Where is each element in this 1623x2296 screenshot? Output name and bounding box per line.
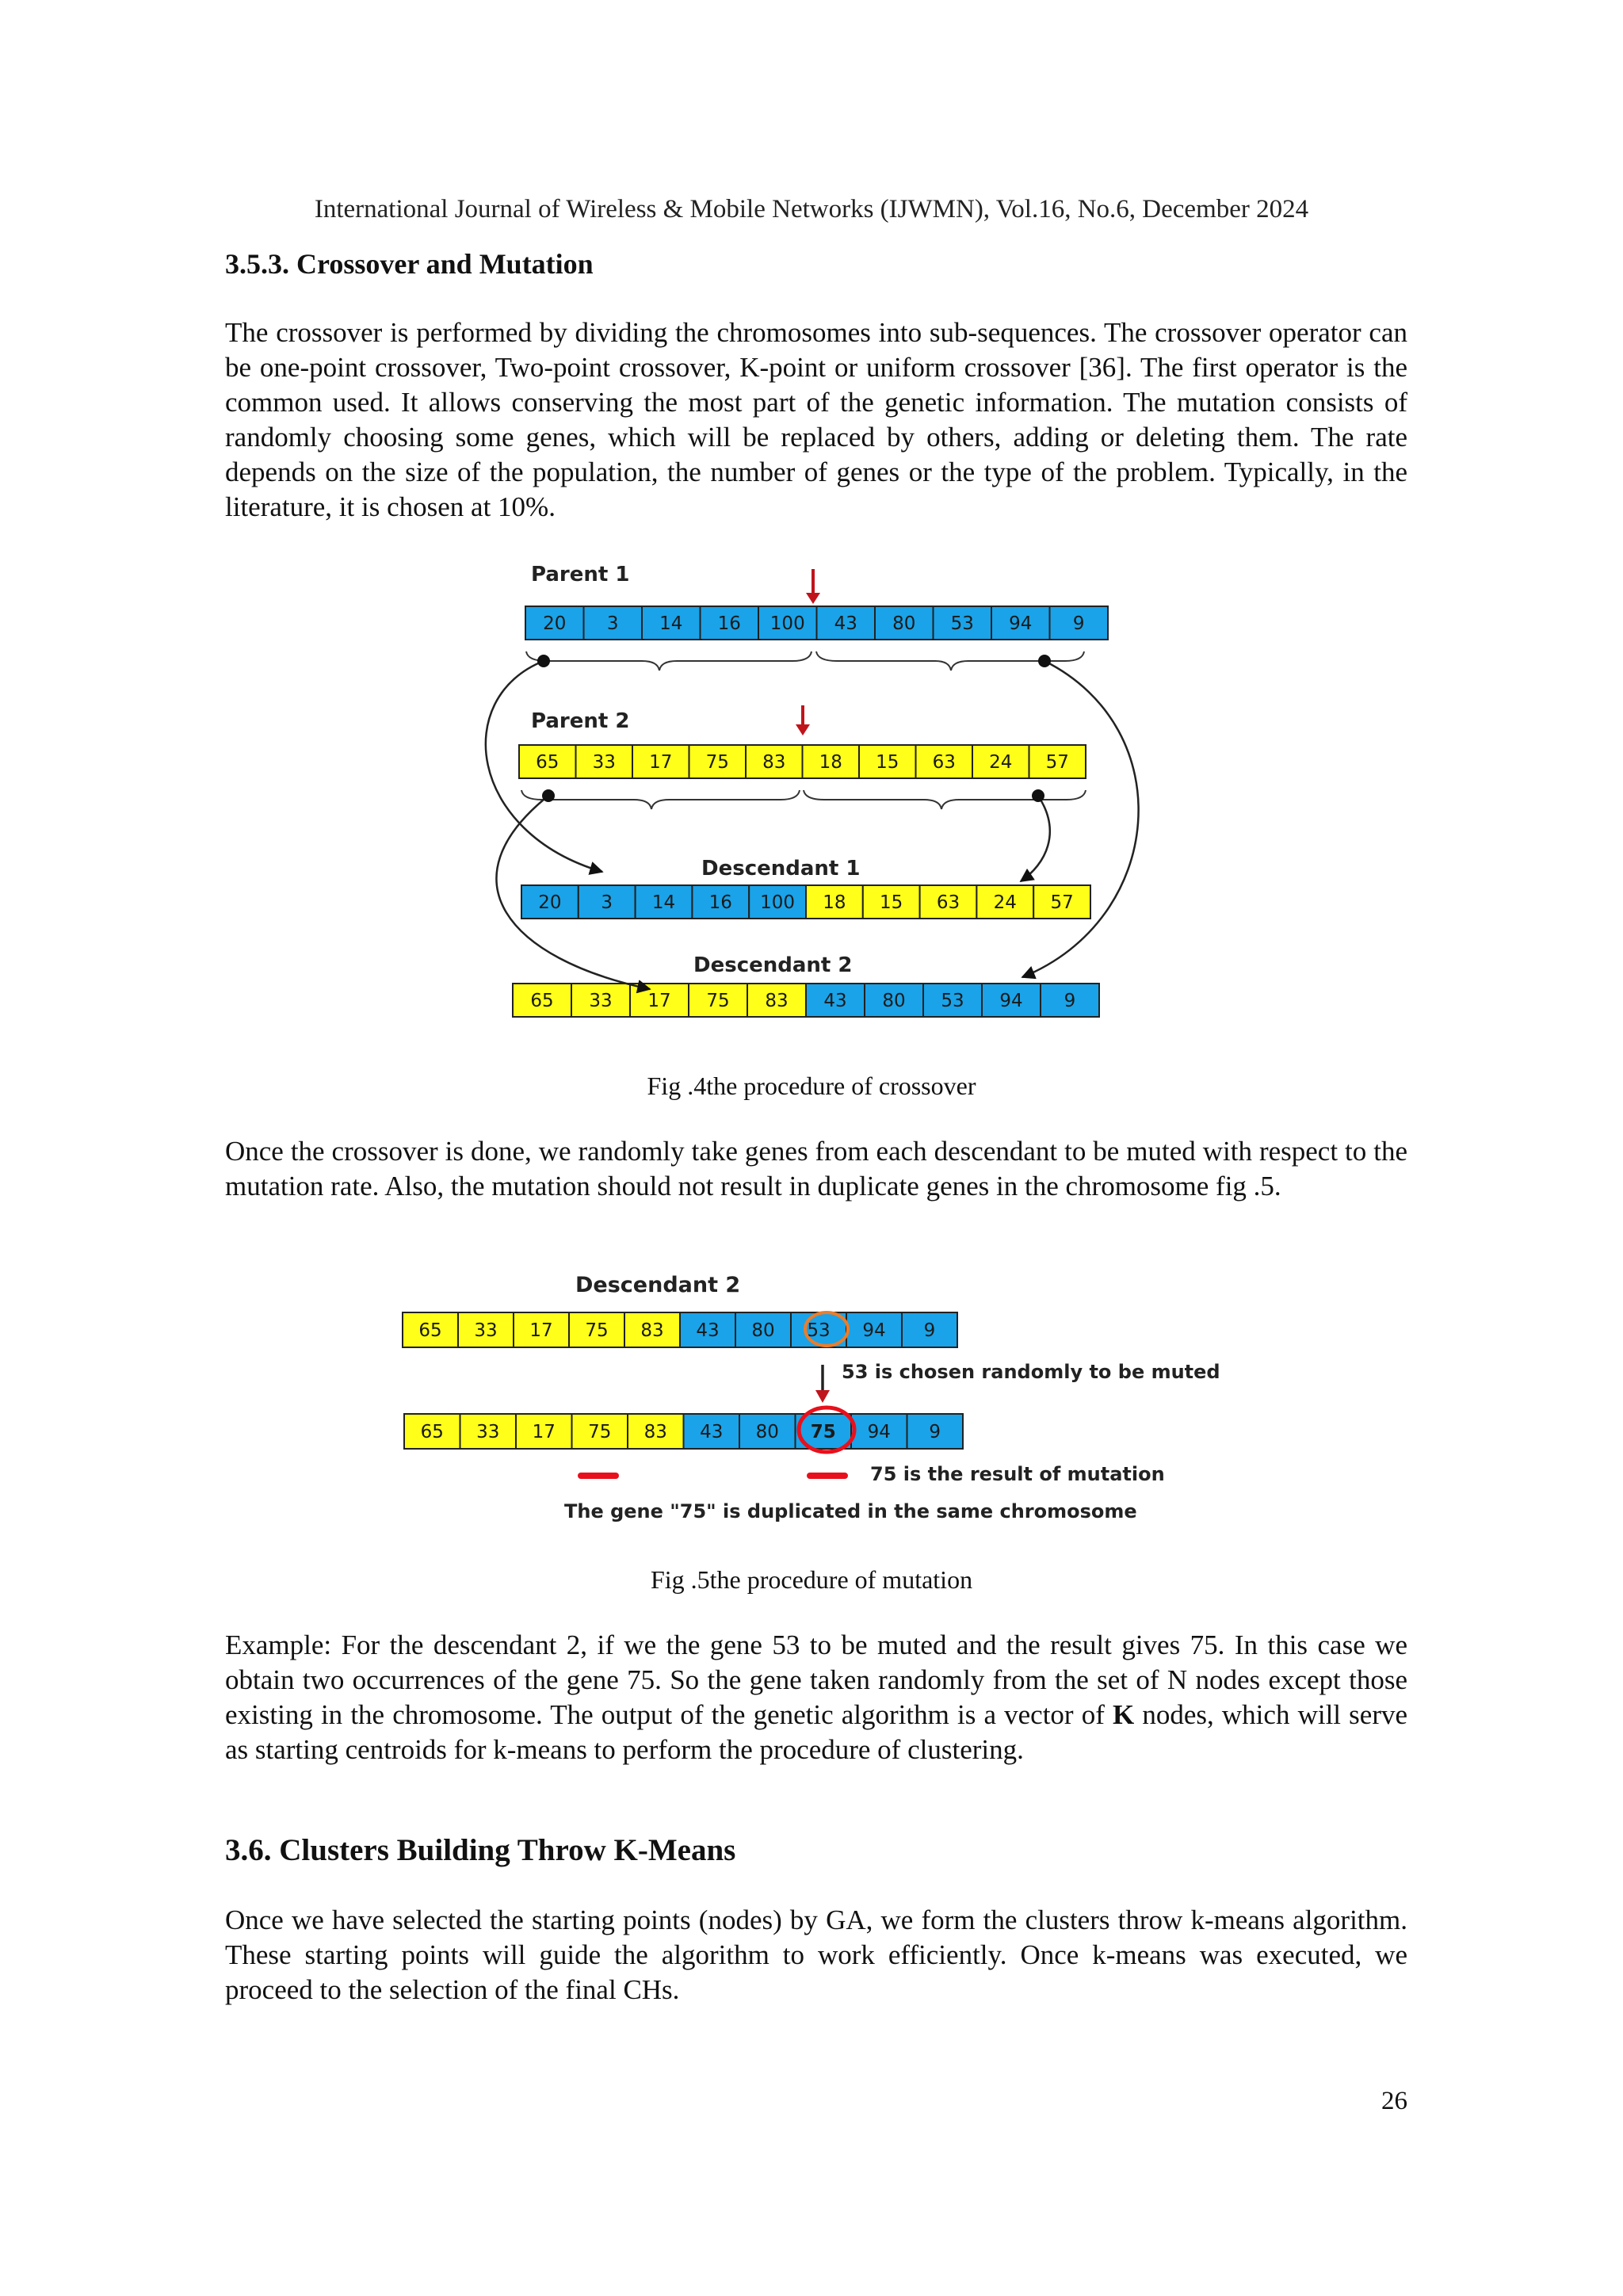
gene-value: 24 (989, 752, 1013, 773)
paragraph-text: Once we have selected the starting points (nodes) by GA, we form the clusters throw k-means algorithm. These starting points will guide the algorithm to work efficiently. Once k-means was executed, we proceed to the selection of the final CHs. (225, 1904, 1407, 2005)
gene-value: 63 (932, 752, 956, 773)
gene-value: 94 (999, 991, 1023, 1011)
paragraph-mutation-intro (225, 1134, 1407, 1204)
gene-value: 43 (834, 613, 857, 634)
gene-value: 63 (936, 892, 960, 913)
cut-point-arrow-2 (796, 705, 810, 735)
gene-value: 18 (823, 892, 846, 913)
gene-value: 17 (647, 991, 671, 1011)
gene-value: 43 (700, 1422, 724, 1442)
gene-value: 9 (1072, 613, 1085, 634)
parent1-label: Parent 1 (531, 563, 630, 586)
crossover-figure (0, 0, 1623, 1062)
gene-value: 53 (950, 613, 974, 634)
figure5-caption: Fig .5the procedure of mutation (650, 1565, 973, 1594)
parent2-chromosome (519, 745, 1086, 778)
gene-value: 14 (659, 613, 683, 634)
gene-value: 3 (601, 892, 613, 913)
gene-value: 83 (765, 991, 789, 1011)
gene-value: 17 (649, 752, 673, 773)
page-number: 26 (1381, 2087, 1407, 2115)
gene-value: 33 (476, 1422, 500, 1442)
paragraph-text (225, 1628, 1407, 1767)
arrow-p1-tail-to-desc2 (1022, 661, 1139, 977)
gene-value: 65 (530, 991, 554, 1011)
gene-value: 43 (823, 991, 847, 1011)
gene-value: 33 (474, 1320, 498, 1341)
gene-value: 65 (536, 752, 559, 773)
paragraph-text: Once the crossover is done, we randomly take genes from each descendant to be muted with respect to the mutation rate. Also, the mutation should not result in duplicate genes in the chromosome fig .5. (225, 1136, 1407, 1201)
gene-value: 83 (762, 752, 786, 773)
figure4-caption: Fig .4the procedure of crossover (647, 1072, 976, 1100)
gene-value: 15 (876, 752, 899, 773)
gene-value: 75 (588, 1422, 612, 1442)
gene-value: 9 (929, 1422, 941, 1442)
gene-value: 53 (807, 1320, 831, 1341)
parent2-label: Parent 2 (531, 709, 630, 733)
gene-value: 94 (862, 1320, 886, 1341)
duplicate-underline-2 (807, 1473, 848, 1479)
gene-value: 15 (880, 892, 903, 913)
descendant2-chromosome (513, 984, 1099, 1017)
section-heading-3-6: 3.6. Clusters Building Throw K-Means (225, 1833, 736, 1867)
gene-value: 75 (810, 1422, 836, 1442)
gene-value: 75 (706, 991, 730, 1011)
gene-value: 80 (755, 1422, 779, 1442)
gene-value: 18 (819, 752, 842, 773)
section-heading-3-5-3: 3.5.3. Crossover and Mutation (225, 248, 594, 280)
descendant1-label: Descendant 1 (701, 857, 861, 881)
chromosome-before-mutation (403, 1312, 957, 1347)
gene-value: 100 (769, 613, 805, 634)
gene-value: 94 (867, 1422, 891, 1442)
gene-value: 33 (589, 991, 613, 1011)
note-chosen-gene: 53 is chosen randomly to be muted (842, 1361, 1220, 1383)
paragraph-text-start: Example: For the descendant 2, if we the gene 53 to be muted and the result gives 75. In this case we obtain two occurrences of the gene 75. So the gene taken randomly from the set of N nodes except those existing in the chromosome. The output of the genetic algorithm is a vector of (225, 1629, 1407, 1730)
gene-value: 94 (1009, 613, 1033, 634)
gene-value: 9 (923, 1320, 936, 1341)
gene-value: 57 (1045, 752, 1069, 773)
gene-value: 80 (892, 613, 916, 634)
gene-value: 75 (585, 1320, 609, 1341)
descendant2-label: Descendant 2 (693, 953, 853, 977)
descendant1-chromosome (521, 885, 1090, 919)
gene-value: 57 (1050, 892, 1074, 913)
gene-value: 83 (640, 1320, 664, 1341)
running-header: International Journal of Wireless & Mobile Networks (IJWMN), Vol.16, No.6, December 2024 (314, 195, 1309, 223)
gene-value: 53 (941, 991, 964, 1011)
gene-value: 83 (643, 1422, 667, 1442)
note-duplicate-gene: The gene "75" is duplicated in the same chromosome (564, 1500, 1137, 1522)
gene-value: 16 (708, 892, 732, 913)
mutation-figure (0, 1260, 1623, 1530)
gene-value: 100 (760, 892, 796, 913)
gene-value: 17 (532, 1422, 556, 1442)
gene-value: 33 (592, 752, 616, 773)
mutation-arrow (815, 1365, 830, 1403)
gene-value: 20 (538, 892, 562, 913)
parent1-chromosome (525, 606, 1108, 640)
paragraph-example (225, 1628, 1407, 1767)
gene-value: 20 (543, 613, 567, 634)
gene-value: 17 (529, 1320, 553, 1341)
gene-value: 65 (420, 1422, 444, 1442)
gene-value: 65 (418, 1320, 442, 1341)
paragraph-text-end: nodes, which will serve as starting centroids for k-means to perform the procedure of clustering. (225, 1699, 1408, 1765)
note-mutation-result: 75 is the result of mutation (870, 1463, 1165, 1485)
arrow-p2-tail-to-desc1 (1021, 796, 1050, 881)
mutation-figure-title: Descendant 2 (575, 1273, 741, 1297)
duplicate-underline-1 (578, 1473, 619, 1479)
gene-value: 14 (651, 892, 676, 913)
cut-point-arrow-1 (806, 569, 820, 604)
paragraph-text: The crossover is performed by dividing the chromosomes into sub-sequences. The crossover operator can be one-point crossover, Two-point crossover, K-point or uniform crossover [36]. The first operator is the common used. It allows conserving the most part of the genetic information. The mutation consists of randomly choosing some genes, which will be replaced by others, adding or deleting them. The rate depends on the size of the population, the number of genes or the type of the problem. Typically, in the literature, it is chosen at 10%. (225, 317, 1407, 522)
gene-value: 80 (882, 991, 906, 1011)
paragraph-kmeans (225, 1903, 1407, 2008)
gene-value: 9 (1064, 991, 1076, 1011)
gene-value: 80 (751, 1320, 775, 1341)
gene-value: 24 (993, 892, 1017, 913)
k-bold: K (1113, 1699, 1135, 1730)
gene-value: 43 (696, 1320, 720, 1341)
chromosome-after-mutation (404, 1414, 963, 1449)
gene-value: 16 (717, 613, 741, 634)
gene-value: 75 (705, 752, 729, 773)
gene-value: 3 (606, 613, 619, 634)
